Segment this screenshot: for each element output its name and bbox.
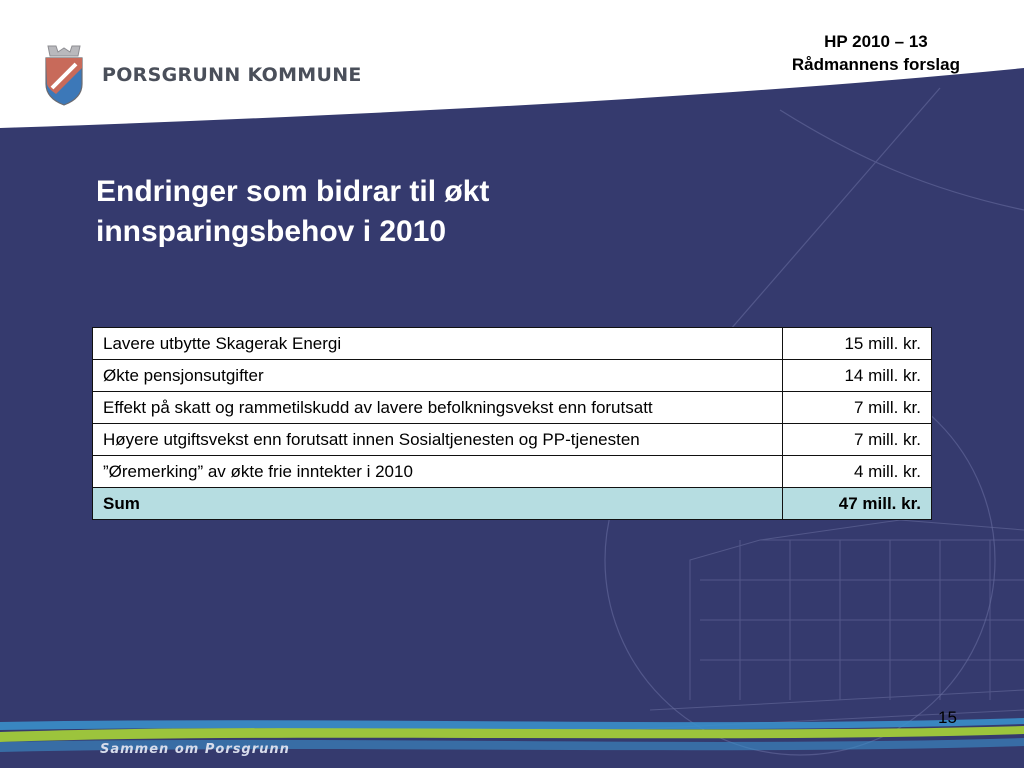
table-row — [93, 456, 932, 488]
row-amount: 14 mill. kr. — [783, 360, 932, 392]
row-amount: 15 mill. kr. — [783, 328, 932, 360]
row-description: Lavere utbytte Skagerak Energi — [93, 328, 783, 360]
slide-title: Endringer som bidrar til økt innsparingsbehov i 2010 — [96, 175, 490, 248]
table-row — [93, 360, 932, 392]
row-description: ”Øremerking” av økte frie inntekter i 2010 — [93, 456, 783, 488]
document-subtitle: Rådmannens forslag — [791, 55, 960, 74]
row-description: Effekt på skatt og rammetilskudd av lavere befolkningsvekst enn forutsatt — [93, 392, 783, 424]
table-row — [93, 392, 932, 424]
svg-text:Sammen om Porsgrunn: Sammen om Porsgrunn — [100, 742, 290, 757]
table-row — [93, 328, 932, 360]
document-header — [792, 30, 960, 76]
document-code: HP 2010 – 13 — [824, 32, 928, 51]
page-number: 15 — [938, 708, 957, 727]
coat-of-arms-icon — [42, 44, 86, 106]
row-description: Økte pensjonsutgifter — [93, 360, 783, 392]
sum-amount: 47 mill. kr. — [783, 488, 932, 520]
sum-row — [93, 488, 932, 520]
row-amount: 4 mill. kr. — [783, 456, 932, 488]
row-amount: 7 mill. kr. — [783, 424, 932, 456]
savings-table — [92, 327, 932, 520]
sum-label: Sum — [93, 488, 783, 520]
table-row — [93, 424, 932, 456]
logo — [42, 44, 362, 106]
row-description: Høyere utgiftsvekst enn forutsatt innen Sosialtjenesten og PP-tjenesten — [93, 424, 783, 456]
row-amount: 7 mill. kr. — [783, 392, 932, 424]
organization-name: PORSGRUNN KOMMUNE — [102, 64, 362, 86]
slogan-logo — [100, 738, 290, 758]
